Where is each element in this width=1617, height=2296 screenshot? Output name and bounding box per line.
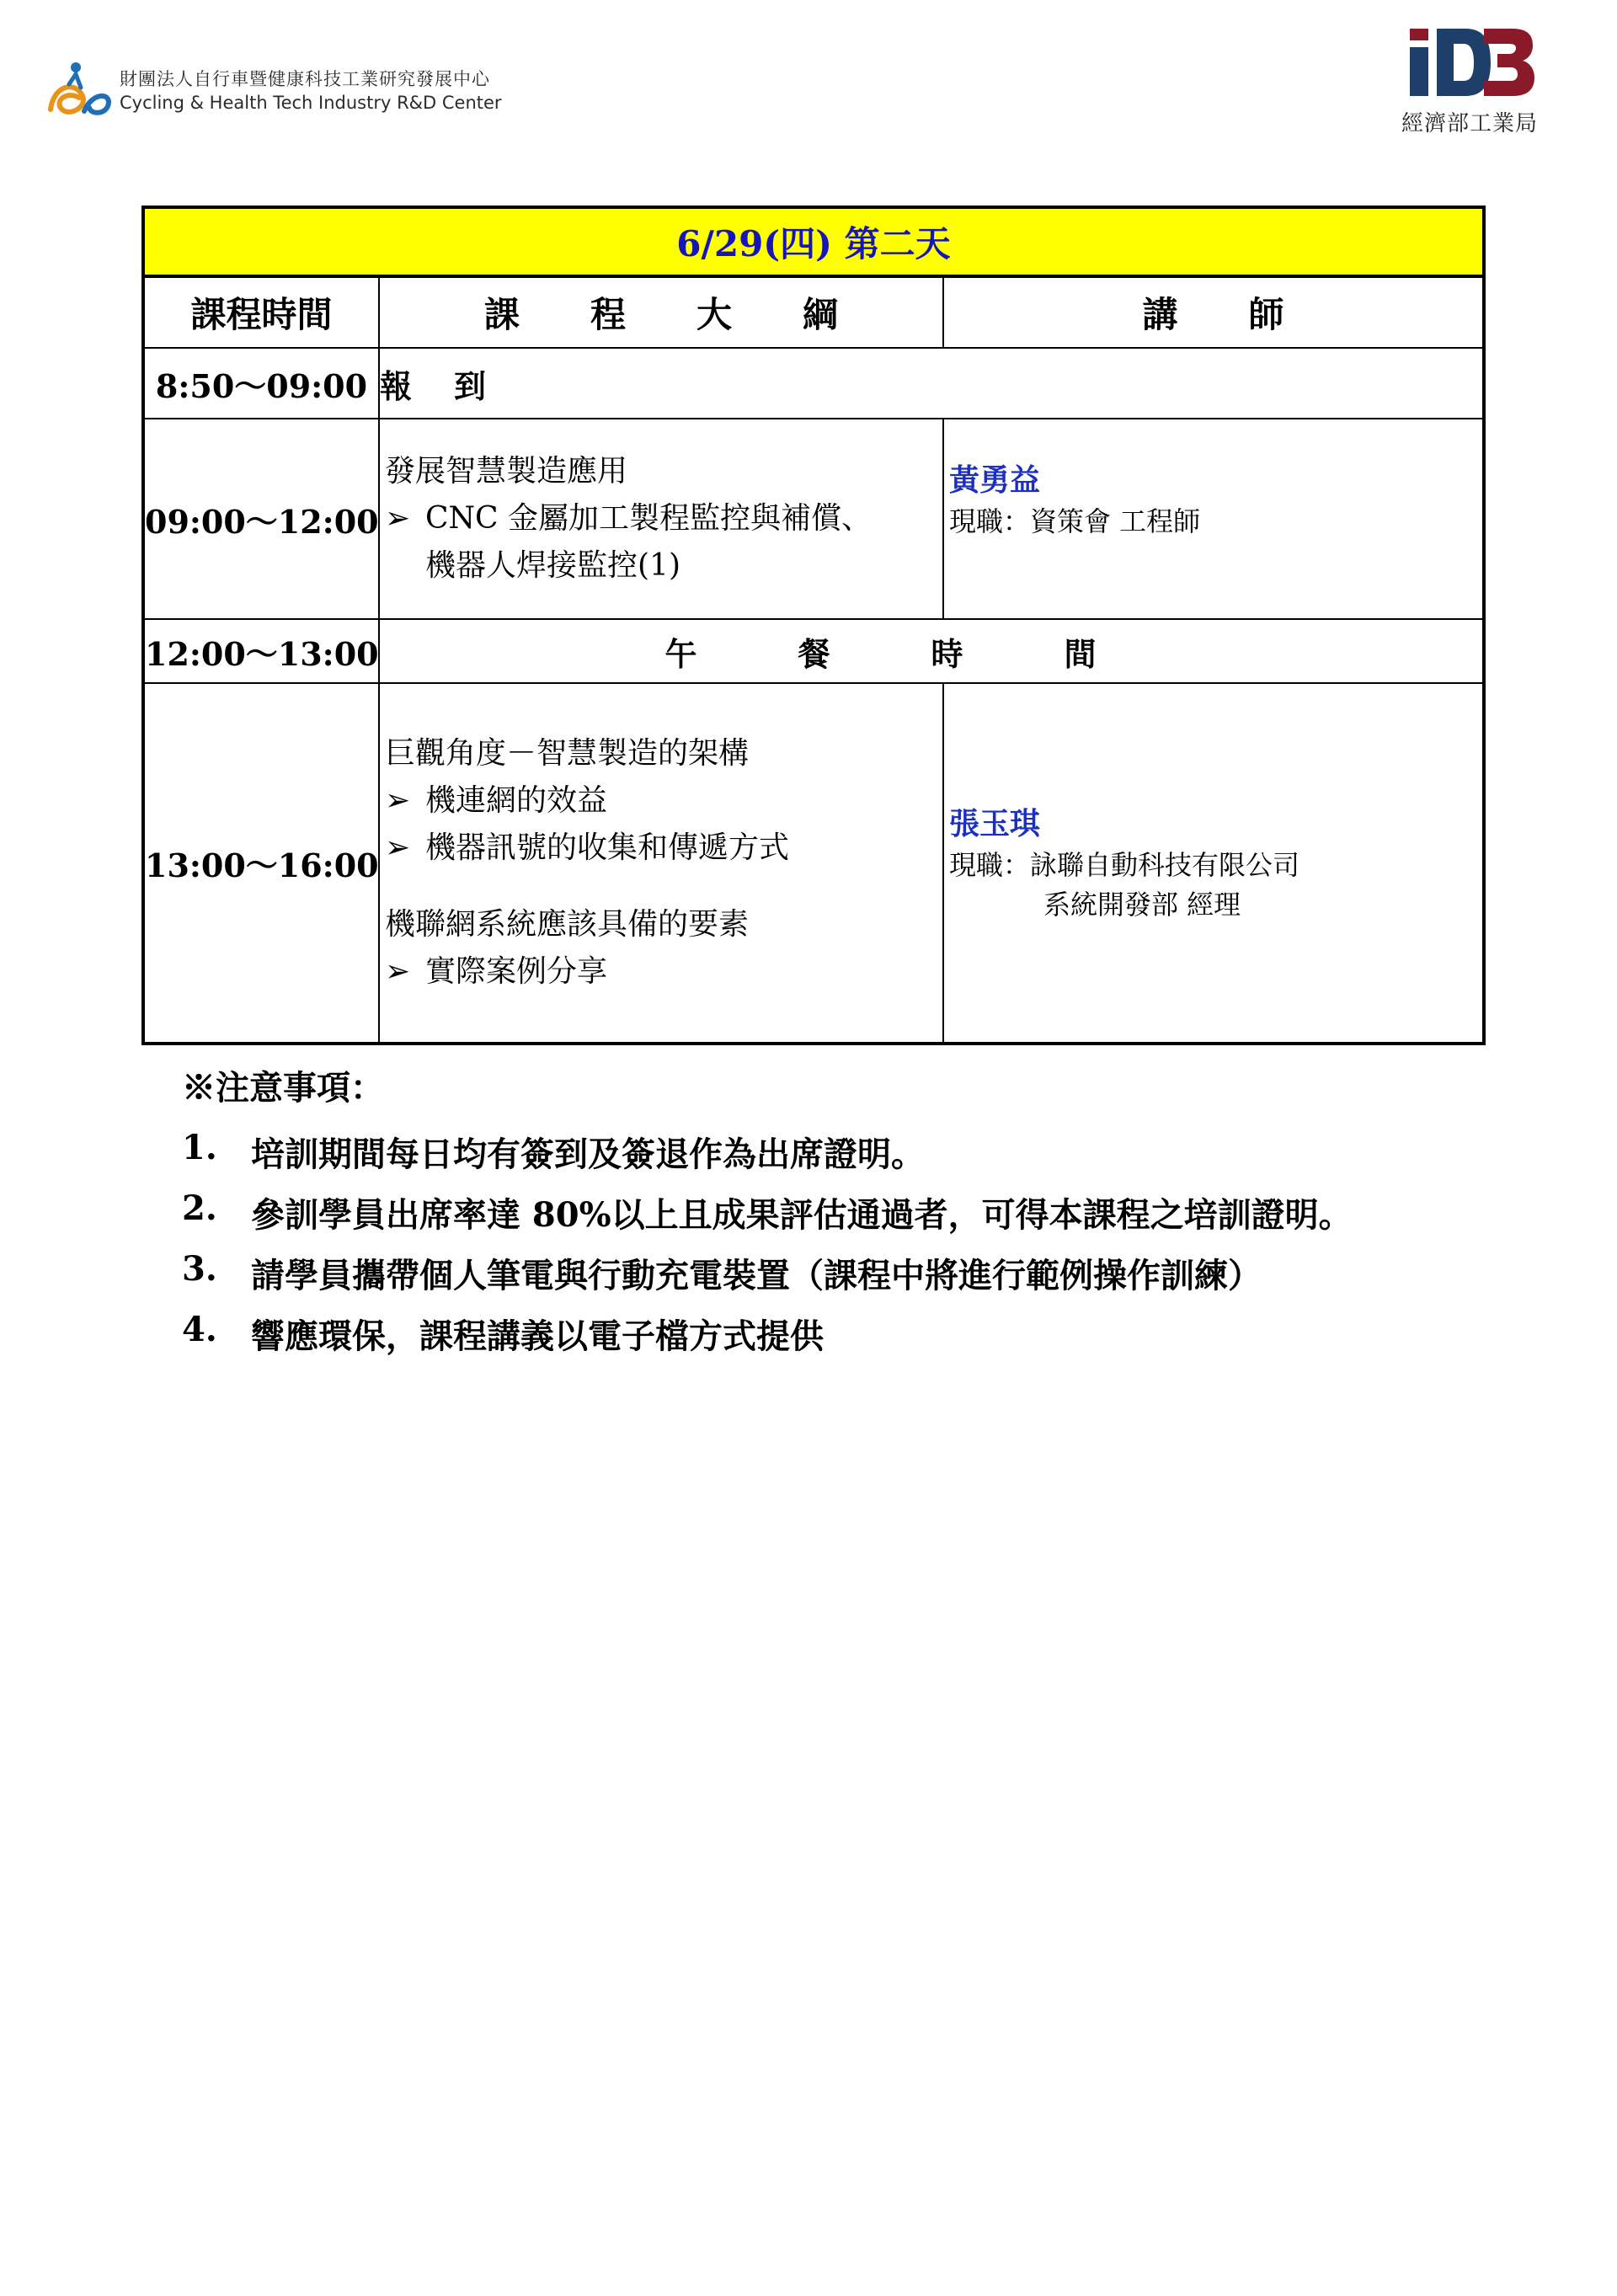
speaker-name: 張玉琪 (949, 806, 1041, 842)
table-row-session1 (143, 419, 1484, 619)
time-cell: 13:00～16:00 (143, 683, 379, 1044)
column-header-time: 課程時間 (143, 276, 379, 348)
note-item (182, 1128, 1529, 1188)
speaker-name: 黃勇益 (949, 462, 1041, 498)
note-text: 響應環保，課程講義以電子檔方式提供 (251, 1316, 824, 1356)
notes-section (182, 1061, 1529, 1370)
time-cell: 09:00～12:00 (143, 419, 379, 619)
schedule-title-row (143, 207, 1484, 276)
note-item (182, 1310, 1529, 1370)
outline-bullet: 機器訊號的收集和傳遞方式 (425, 830, 790, 865)
note-item (182, 1249, 1529, 1310)
checkin-label: 報到 (379, 348, 1484, 419)
session2-outline (379, 683, 943, 1044)
bullet-arrow-icon: ➢ (385, 830, 411, 865)
org-name-english: Cycling & Health Tech Industry R&D Center (120, 93, 502, 113)
time-cell: 8:50～09:00 (143, 348, 379, 419)
note-number: 3. (182, 1249, 217, 1289)
session1-speaker (943, 419, 1484, 619)
cycling-center-logo (42, 56, 502, 131)
bullet-arrow-icon: ➢ (385, 782, 411, 818)
bullet-arrow-icon: ➢ (385, 954, 411, 990)
speaker-role: 現職：詠聯自動科技有限公司 (949, 849, 1300, 882)
schedule-title: 6/29(四) 第二天 (143, 207, 1484, 276)
idb-subtitle: 經濟部工業局 (1401, 111, 1539, 136)
lunch-label: 午餐時間 (379, 619, 1484, 683)
speaker-role: 現職：資策會 工程師 (949, 505, 1201, 537)
schedule-header-row (143, 276, 1484, 348)
table-row-checkin (143, 348, 1484, 419)
outline-bullet: CNC 金屬加工製程監控與補償、 (425, 501, 873, 537)
note-text: 參訓學員出席率達 80%以上且成果評估通過者，可得本課程之培訓證明。 (251, 1195, 1353, 1235)
outline-heading: 機聯網系統應該具備的要素 (385, 907, 750, 942)
notes-title: ※注意事項： (182, 1068, 384, 1108)
note-number: 2. (182, 1188, 217, 1228)
column-header-speaker: 講 師 (943, 276, 1484, 348)
session2-speaker (943, 683, 1484, 1044)
note-text: 培訓期間每日均有簽到及簽退作為出席證明。 (251, 1135, 925, 1174)
cycling-center-logo-icon (42, 59, 115, 126)
time-cell: 12:00～13:00 (143, 619, 379, 683)
outline-bullet-continuation: 機器人焊接監控(1) (425, 547, 680, 583)
note-text: 請學員攜帶個人筆電與行動充電裝置（課程中將進行範例操作訓練） (251, 1256, 1262, 1295)
bullet-arrow-icon: ➢ (385, 501, 411, 537)
note-number: 1. (182, 1128, 217, 1167)
column-header-outline: 課 程 大 綱 (379, 276, 943, 348)
schedule-table (141, 206, 1486, 1045)
idb-logo (1390, 22, 1550, 140)
note-number: 4. (182, 1310, 217, 1349)
outline-heading: 發展智慧製造應用 (385, 454, 628, 489)
table-row-lunch (143, 619, 1484, 683)
session1-outline (379, 419, 943, 619)
outline-bullet: 實際案例分享 (425, 954, 608, 990)
note-item (182, 1188, 1529, 1249)
speaker-role-detail: 系統開發部 經理 (1043, 888, 1241, 921)
idb-logo-icon (1406, 25, 1538, 99)
table-row-session2 (143, 683, 1484, 1044)
org-name-chinese: 財團法人自行車暨健康科技工業研究發展中心 (120, 69, 490, 89)
outline-bullet: 機連網的效益 (425, 782, 608, 818)
outline-heading: 巨觀角度－智慧製造的架構 (385, 736, 750, 771)
